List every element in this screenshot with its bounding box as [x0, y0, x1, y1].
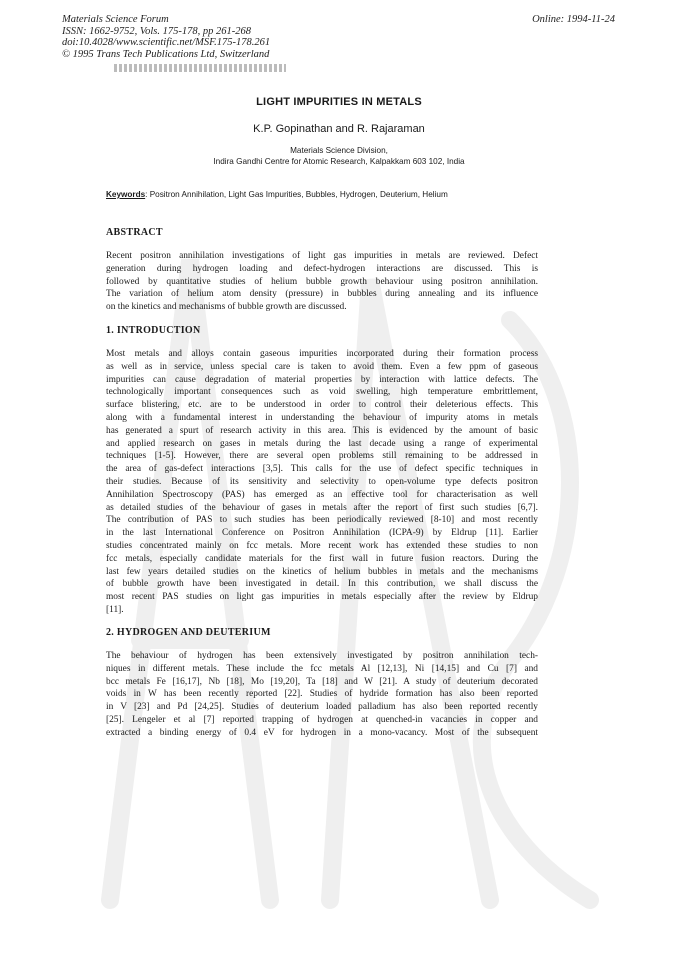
intro-line: and applied research on gases in metals during the last decade using a range of experimental [106, 438, 538, 449]
abstract-heading: ABSTRACT [106, 227, 163, 238]
hydrogen-line: extracted a binding energy of 0.4 eV for hydrogen in a mono-vacancy. Most of the subsequent [106, 727, 538, 738]
intro-line: fcc metals, especially candidate materials for the first wall in future fusion reactors. During the [106, 553, 538, 564]
journal-name: Materials Science Forum [62, 14, 169, 25]
intro-line: [11]. [106, 604, 124, 615]
keywords-text: : Positron Annihilation, Light Gas Impurities, Bubbles, Hydrogen, Deuterium, Helium [145, 190, 448, 199]
intro-line: The contribution of PAS to such studies has been periodically reviewed [8-10] and most recently [106, 515, 538, 526]
intro-line: the area of gas-defect interactions [3,5]. This calls for the use of defect specific techniques in [106, 464, 538, 475]
hydrogen-line: The behaviour of hydrogen has been extensively investigated by positron annihilation tech- [106, 651, 538, 661]
intro-line: has generated a spurt of research activity in this area. This is evidenced by the amount of basic [106, 425, 538, 436]
abstract-line: followed by quantitative studies of helium bubble growth behaviour using positron annihilation. [106, 276, 538, 287]
copyright-line: © 1995 Trans Tech Publications Ltd, Switzerland [62, 48, 270, 60]
abstract-body [106, 250, 538, 314]
hydrogen-line: niques in different metals. These include the fcc metals Al [12,13], Ni [14,15] and Cu [7] and [106, 663, 538, 674]
introduction-heading: 1. INTRODUCTION [106, 325, 201, 336]
authors: K.P. Gopinathan and R. Rajaraman [253, 123, 425, 135]
paper-title: LIGHT IMPURITIES IN METALS [256, 96, 422, 108]
keywords-line [106, 190, 448, 199]
affiliation-line-1: Materials Science Division, [290, 146, 388, 155]
doi-line[interactable]: doi:10.4028/www.scientific.net/MSF.175-178.261 [62, 37, 271, 49]
intro-line: last few years detailed studies on the kinetics of helium bubbles in metals and the mechanisms [106, 566, 538, 577]
issn-line: ISSN: 1662-9752, Vols. 175-178, pp 261-268 [62, 25, 251, 37]
hydrogen-line: in V [23] and Pd [24,25]. Studies of deuterium loaded palladium has also been reported recently [106, 702, 538, 713]
intro-line: as well as in service, unless special care is taken to avoid them. Even a few ppm of gaseous [106, 361, 538, 372]
intro-line: Most metals and alloys contain gaseous impurities incorporated during their formation process [106, 349, 538, 359]
intro-line: studies concentrated mainly on fcc metals. More recent work has extended these studies to non [106, 540, 538, 551]
intro-line: surface blistering, etc. are to be understood in order to control their deleterious effects. This [106, 400, 538, 411]
hydrogen-heading: 2. HYDROGEN AND DEUTERIUM [106, 627, 271, 638]
hydrogen-line: voids in W has been recently reported [22]. Studies of hydride formation has also been reported [106, 689, 538, 700]
abstract-line: generation during hydrogen loading and defect-hydrogen interactions are discussed. This is [106, 263, 538, 274]
keywords-label: Keywords [106, 190, 146, 199]
hydrogen-body [106, 650, 538, 740]
abstract-line: The variation of helium atom density (pressure) in bubbles during annealing and its influence [106, 289, 538, 300]
hydrogen-line: bcc metals Fe [16,17], Nb [18], Mo [19,20], Ta [18] and W [21]. A study of deuterium decorated [106, 676, 538, 687]
intro-line: technologically important consequences such as void swelling, high temperature embrittlement, [106, 387, 538, 398]
online-date: Online: 1994-11-24 [532, 14, 615, 25]
publication-info [62, 14, 270, 60]
intro-line: their studies. Because of its sensitivity and selectivity to open-volume type defects positron [106, 476, 538, 487]
intro-line: most recent PAS studies on light gas impurities in metals especially after the review by Eldrup [106, 592, 538, 603]
intro-line: in the last International Conference on Positron Annihilation (ICPA-9) by Eldrup [11]. Earlier [106, 528, 538, 539]
affiliation-line-2: Indira Gandhi Centre for Atomic Research, Kalpakkam 603 102, India [213, 157, 465, 166]
scan-smudge [114, 64, 286, 72]
affiliation [0, 145, 678, 167]
intro-line: as detailed studies of the behaviour of gases in metals after the report of first such studies [6,7]. [106, 502, 538, 513]
intro-line: impurities can cause degradation of material properties by interaction with lattice defects. The [106, 374, 538, 385]
introduction-body [106, 348, 538, 617]
intro-line: Annihilation Spectroscopy (PAS) has emerged as an effective tool for characterisation as well [106, 489, 538, 500]
hydrogen-line: [25]. Lengeler et al [7] reported trapping of hydrogen at quenched-in vacancies in copper and [106, 714, 538, 725]
abstract-line: Recent positron annihilation investigations of light gas impurities in metals are reviewed. Defect [106, 251, 538, 261]
intro-line: along with a fundamental interest in understanding the behaviour of impurity atoms in metals [106, 412, 538, 423]
abstract-line: on the kinetics and mechanisms of bubble growth are discussed. [106, 302, 347, 313]
intro-line: techniques [1-5]. However, there are several open problems still remaining to be addressed in [106, 451, 538, 462]
intro-line: of bubble growth have been investigated in detail. In this contribution, we shall discuss the [106, 579, 538, 590]
